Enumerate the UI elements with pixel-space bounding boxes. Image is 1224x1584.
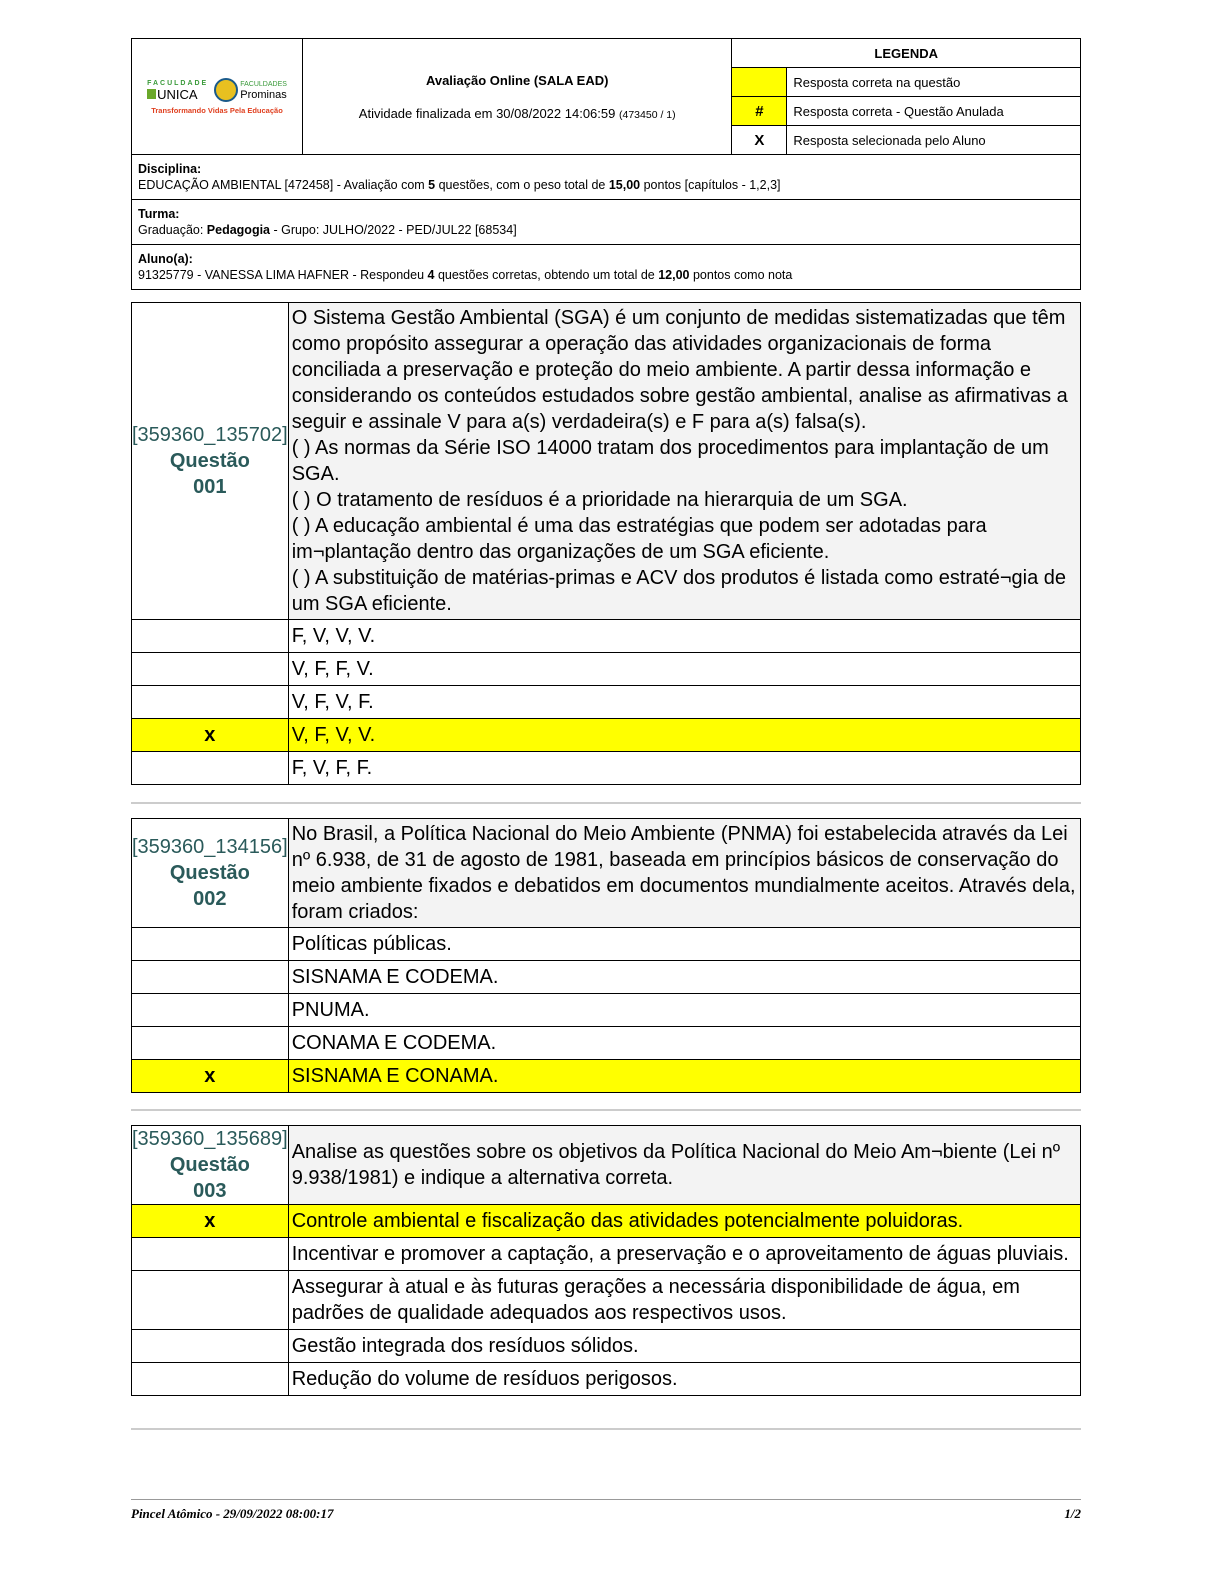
option-text: SISNAMA E CODEMA. xyxy=(288,961,1080,994)
selected-mark xyxy=(132,653,289,686)
aluno-info: Aluno(a): 91325779 - VANESSA LIMA HAFNER - Respondeu 4 questões corretas, obtendo um total de 12,00 pontos como nota xyxy=(132,245,1081,290)
option-text: V, F, V, V. xyxy=(288,719,1080,752)
selected-mark xyxy=(132,1363,289,1396)
selected-mark xyxy=(132,928,289,961)
selected-mark xyxy=(132,752,289,785)
answer-option[interactable] xyxy=(132,1027,1081,1060)
option-text: Gestão integrada dos resíduos sólidos. xyxy=(288,1330,1080,1363)
answer-option[interactable] xyxy=(132,620,1081,653)
selected-mark xyxy=(132,1027,289,1060)
answer-option[interactable] xyxy=(132,1060,1081,1093)
answer-option[interactable] xyxy=(132,1363,1081,1396)
logo: FACULDADE UNICA FACULDADES Prominas Transformando Vidas Pela Educação xyxy=(132,39,303,155)
option-text: F, V, V, V. xyxy=(288,620,1080,653)
question-text: O Sistema Gestão Ambiental (SGA) é um conjunto de medidas sistematizadas que têm como propósito assegurar a operação das atividades organizacionais de forma conciliada a preservação e proteção do meio ambiente. A partir dessa informação e considerando os conteúdos estudados sobre gestão ambiental, analise as afirmativas a seguir e assinale V para a(s) verdadeira(s) e F para a(s) falsa(s). ( ) As normas da Série ISO 14000 tratam dos procedimentos para implantação de um SGA. ( ) O tratamento de resíduos é a prioridade na hierarquia de um SGA. ( ) A educação ambiental é uma das estratégias que podem ser adotadas para im¬plantação dentro das organizações de um SGA eficiente. ( ) A substituição de matérias-primas e ACV dos produtos é listada como estraté¬gia de um SGA eficiente. xyxy=(288,303,1080,620)
unica-leaf-icon xyxy=(147,89,156,99)
question-block xyxy=(131,1125,1081,1396)
selected-mark xyxy=(132,686,289,719)
option-text: Controle ambiental e fiscalização das atividades potencialmente poluidoras. xyxy=(288,1205,1080,1238)
divider xyxy=(131,1109,1081,1111)
question-id: [359360_135689] Questão 003 xyxy=(132,1126,289,1205)
option-text: F, V, F, F. xyxy=(288,752,1080,785)
header-title-cell: Avaliação Online (SALA EAD) Atividade finalizada em 30/08/2022 14:06:59 (473450 / 1) xyxy=(303,39,732,155)
answer-option[interactable] xyxy=(132,653,1081,686)
answer-option[interactable] xyxy=(132,719,1081,752)
option-text: SISNAMA E CONAMA. xyxy=(288,1060,1080,1093)
answer-option[interactable] xyxy=(132,1205,1081,1238)
selected-mark xyxy=(132,1271,289,1330)
divider xyxy=(131,1428,1081,1430)
answer-option[interactable] xyxy=(132,686,1081,719)
header-table: FACULDADE UNICA FACULDADES Prominas Transformando Vidas Pela Educação Avaliação Online (SALA EAD) Atividade finalizada em 30/08/2022 14:06:59 (473450 / 1) LEGENDA Resposta correta na questão # Resposta correta - Questão Anulada X Resposta selecionada pelo Aluno Disciplina: EDUCAÇÃO AMBIENTAL [472458] - Avaliação com 5 questões, com o peso total de 15,00 pontos [capítulos - 1,2,3] Turma: Graduação: Pedagogia - Grupo: JULHO/2022 - PED/JUL22 [68534] Aluno(a): 91325779 - VANESSA LIMA HAFNER - Respondeu 4 questões corretas, obtendo um total de 12,00 pontos como nota xyxy=(131,38,1081,290)
legend-mark-correct xyxy=(732,68,787,97)
selected-mark xyxy=(132,1330,289,1363)
option-text: Assegurar à atual e às futuras gerações a necessária disponibilidade de água, em padrões de qualidade adequados aos respectivos usos. xyxy=(288,1271,1080,1330)
question-block xyxy=(131,818,1081,1093)
answer-option[interactable] xyxy=(132,752,1081,785)
selected-mark xyxy=(132,994,289,1027)
question-id: [359360_134156] Questão 002 xyxy=(132,819,289,928)
option-text: Incentivar e promover a captação, a preservação e o aproveitamento de águas pluviais. xyxy=(288,1238,1080,1271)
question-text: No Brasil, a Política Nacional do Meio Ambiente (PNMA) foi estabelecida através da Lei nº 6.938, de 31 de agosto de 1981, baseada em princípios básicos de conservação do meio ambiente fixados e debatidos em documentos mundialmente aceitos. Através dela, foram criados: xyxy=(288,819,1080,928)
selected-mark: x xyxy=(132,1205,289,1238)
answer-option[interactable] xyxy=(132,961,1081,994)
question-block xyxy=(131,302,1081,785)
answer-option[interactable] xyxy=(132,1271,1081,1330)
footer: Pincel Atômico - 29/09/2022 08:00:17 1/2 xyxy=(131,1499,1081,1522)
selected-mark xyxy=(132,620,289,653)
page-title: Avaliação Online (SALA EAD) xyxy=(425,72,609,88)
disciplina-info: Disciplina: EDUCAÇÃO AMBIENTAL [472458] - Avaliação com 5 questões, com o peso total de 15,00 pontos [capítulos - 1,2,3] xyxy=(132,155,1081,200)
selected-mark xyxy=(132,961,289,994)
selected-mark: x xyxy=(132,719,289,752)
answer-option[interactable] xyxy=(132,928,1081,961)
divider xyxy=(131,802,1081,804)
option-text: V, F, V, F. xyxy=(288,686,1080,719)
option-text: CONAMA E CODEMA. xyxy=(288,1027,1080,1060)
answer-option[interactable] xyxy=(132,1238,1081,1271)
answer-option[interactable] xyxy=(132,994,1081,1027)
selected-mark xyxy=(132,1238,289,1271)
legend-mark-annulled: # xyxy=(732,97,787,126)
legend-title: LEGENDA xyxy=(732,39,1081,68)
globe-icon xyxy=(214,78,238,102)
turma-info: Turma: Graduação: Pedagogia - Grupo: JULHO/2022 - PED/JUL22 [68534] xyxy=(132,200,1081,245)
option-text: PNUMA. xyxy=(288,994,1080,1027)
legend-mark-selected: X xyxy=(732,126,787,155)
question-text: Analise as questões sobre os objetivos da Política Nacional do Meio Am¬biente (Lei nº 9.938/1981) e indique a alternativa correta. xyxy=(288,1126,1080,1205)
answer-option[interactable] xyxy=(132,1330,1081,1363)
option-text: Redução do volume de resíduos perigosos. xyxy=(288,1363,1080,1396)
selected-mark: x xyxy=(132,1060,289,1093)
option-text: Políticas públicas. xyxy=(288,928,1080,961)
question-id: [359360_135702] Questão 001 xyxy=(132,303,289,620)
option-text: V, F, F, V. xyxy=(288,653,1080,686)
